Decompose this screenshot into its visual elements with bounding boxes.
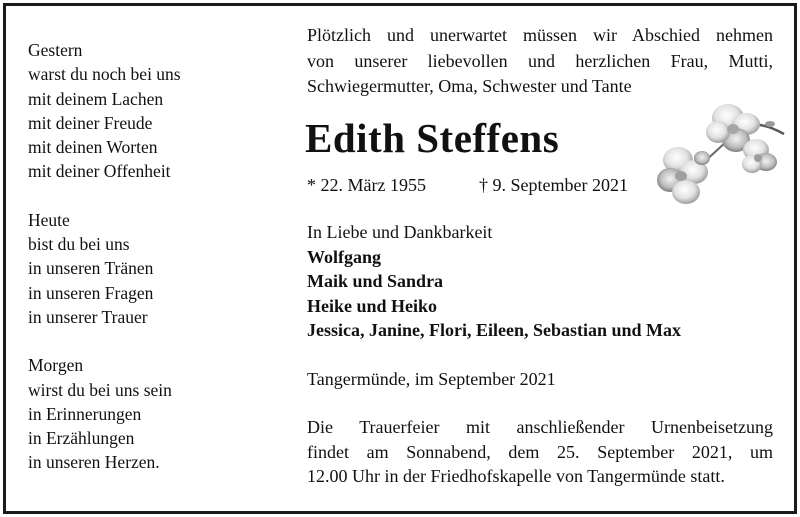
intro-line: von unserer liebevollen und herzlichen Frau, Mutti,	[307, 50, 773, 71]
poem-line: in unserer Trauer	[28, 306, 148, 327]
poem-line: in Erzählungen	[28, 428, 135, 449]
poem-line: Heute	[28, 209, 70, 230]
poem-stanza-today	[28, 208, 268, 329]
family-member: Jessica, Janine, Flori, Eileen, Sebastian und Max	[307, 320, 682, 340]
poem-line: Morgen	[28, 355, 84, 376]
life-dates	[307, 172, 628, 198]
family-signatures	[307, 220, 681, 343]
poem-line: warst du noch bei uns	[28, 64, 181, 85]
deceased-name: Edith Steffens	[305, 115, 560, 161]
poem-line: in Erinnerungen	[28, 403, 142, 424]
ceremony-line: 12.00 Uhr in der Friedhofskapelle von Tangermünde statt.	[307, 466, 725, 487]
poem-stanza-tomorrow	[28, 353, 268, 474]
poem-line: wirst du bei uns sein	[28, 379, 172, 400]
poem-stanza-yesterday	[28, 38, 268, 184]
poem-line: in unseren Tränen	[28, 258, 154, 279]
ceremony-line: findet am Sonnabend, dem 25. September 2021, um	[307, 441, 773, 462]
poem-line: mit deinem Lachen	[28, 88, 164, 109]
poem-line: mit deiner Freude	[28, 112, 153, 133]
intro-line: Schwiegermutter, Oma, Schwester und Tante	[307, 76, 632, 96]
death-date: † 9. September 2021	[479, 175, 628, 195]
poem-line: bist du bei uns	[28, 234, 130, 255]
family-member: Heike und Heiko	[307, 295, 438, 316]
poem-line: Gestern	[28, 40, 83, 60]
poem-line: mit deinen Worten	[28, 137, 158, 158]
place-and-date: Tangermünde, im September 2021	[307, 369, 556, 389]
poem-line: in unseren Herzen.	[28, 452, 160, 473]
family-member: Maik und Sandra	[307, 271, 444, 291]
announcement-intro	[307, 23, 773, 100]
funeral-ceremony-info	[307, 415, 773, 489]
family-member: Wolfgang	[307, 246, 382, 267]
intro-line: Plötzlich und unerwartet müssen wir Abschied nehmen	[307, 25, 773, 45]
poem	[28, 38, 268, 499]
poem-line: mit deiner Offenheit	[28, 161, 171, 182]
poem-line: in unseren Fragen	[28, 282, 154, 303]
orchid-flower-icon	[648, 98, 788, 214]
birth-date: * 22. März 1955	[307, 175, 426, 195]
family-intro: In Liebe und Dankbarkeit	[307, 222, 493, 242]
ceremony-line: Die Trauerfeier mit anschließender Urnenbeisetzung	[307, 417, 773, 437]
